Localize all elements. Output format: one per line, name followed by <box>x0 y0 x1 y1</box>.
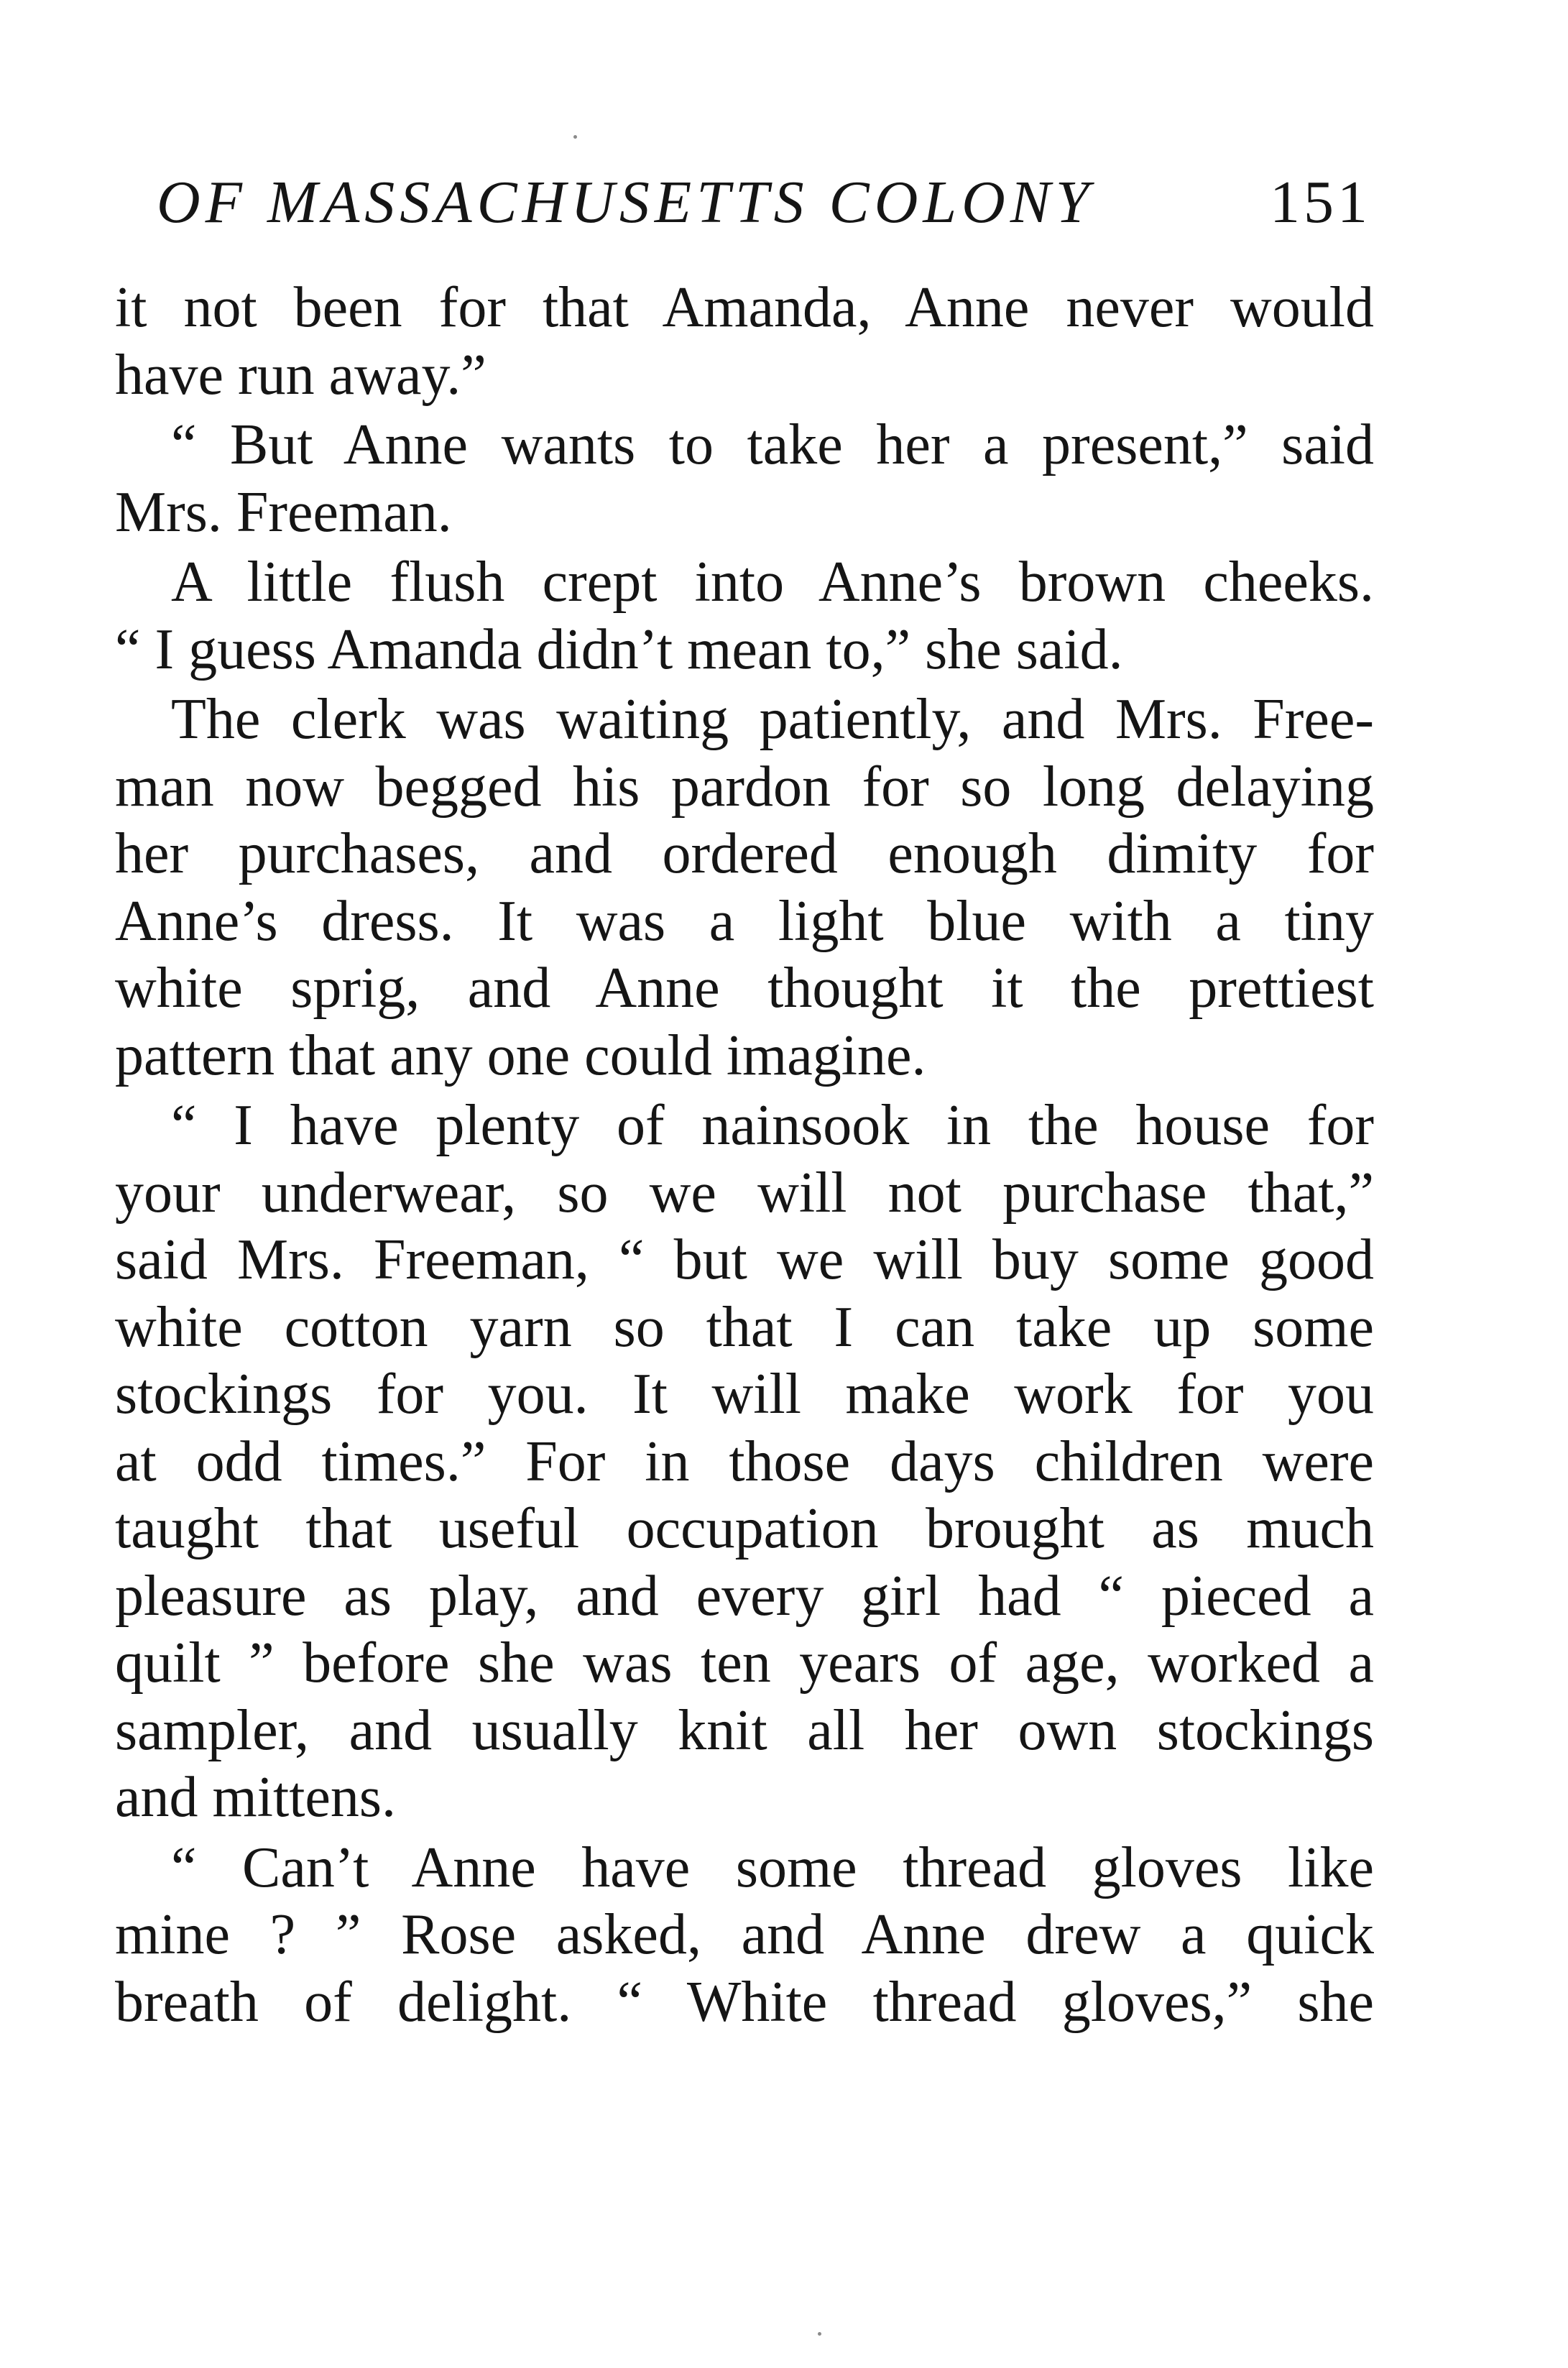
text-line: Mrs. Freeman. <box>115 480 452 544</box>
body-text <box>115 275 1374 2036</box>
text-line: and mittens. <box>115 1766 397 1829</box>
text-line: “ I have plenty of nainsook in the house for <box>171 1094 1374 1157</box>
text-line: white sprig, and Anne thought it the prettiest <box>115 957 1374 1020</box>
running-head <box>157 160 1371 246</box>
text-line: mine ? ” Rose asked, and Anne drew a quick <box>115 1903 1374 1966</box>
text-line: pattern that any one could imagine. <box>115 1023 926 1087</box>
text-line: “ I guess Amanda didn’t mean to,” she said. <box>115 617 1123 681</box>
text-line: your underwear, so we will not purchase that,” <box>115 1161 1374 1225</box>
text-line: pleasure as play, and every girl had “ pieced a <box>115 1564 1374 1628</box>
text-line: white cotton yarn so that I can take up some <box>115 1295 1374 1359</box>
text-line: quilt ” before she was ten years of age, worked a <box>115 1631 1374 1695</box>
text-line: man now begged his pardon for so long delaying <box>115 755 1374 819</box>
text-line: taught that useful occupation brought as much <box>115 1497 1374 1560</box>
text-line: at odd times.” For in those days children were <box>115 1429 1374 1493</box>
text-line: A little flush crept into Anne’s brown cheeks. <box>171 550 1374 614</box>
text-line: her purchases, and ordered enough dimity for <box>115 822 1374 885</box>
text-line: stockings for you. It will make work for you <box>115 1363 1374 1426</box>
print-speck <box>818 2332 821 2336</box>
text-line: said Mrs. Freeman, “ but we will buy some good <box>115 1228 1374 1291</box>
running-head-title: OF MASSACHUSETTS COLONY <box>157 169 1094 236</box>
text-line: it not been for that Amanda, Anne never would <box>115 276 1374 339</box>
text-line: “ Can’t Anne have some thread gloves like <box>171 1835 1374 1899</box>
page-number: 151 <box>1270 169 1371 236</box>
text-line: The clerk was waiting patiently, and Mrs. Free- <box>171 688 1374 751</box>
text-line: breath of delight. “ White thread gloves,” she <box>115 1970 1374 2034</box>
text-line: Anne’s dress. It was a light blue with a tiny <box>115 889 1374 953</box>
print-speck <box>573 135 577 139</box>
text-line: have run away.” <box>115 343 486 407</box>
text-line: “ But Anne wants to take her a present,” said <box>171 413 1374 476</box>
text-line: sampler, and usually knit all her own stockings <box>115 1698 1374 1762</box>
